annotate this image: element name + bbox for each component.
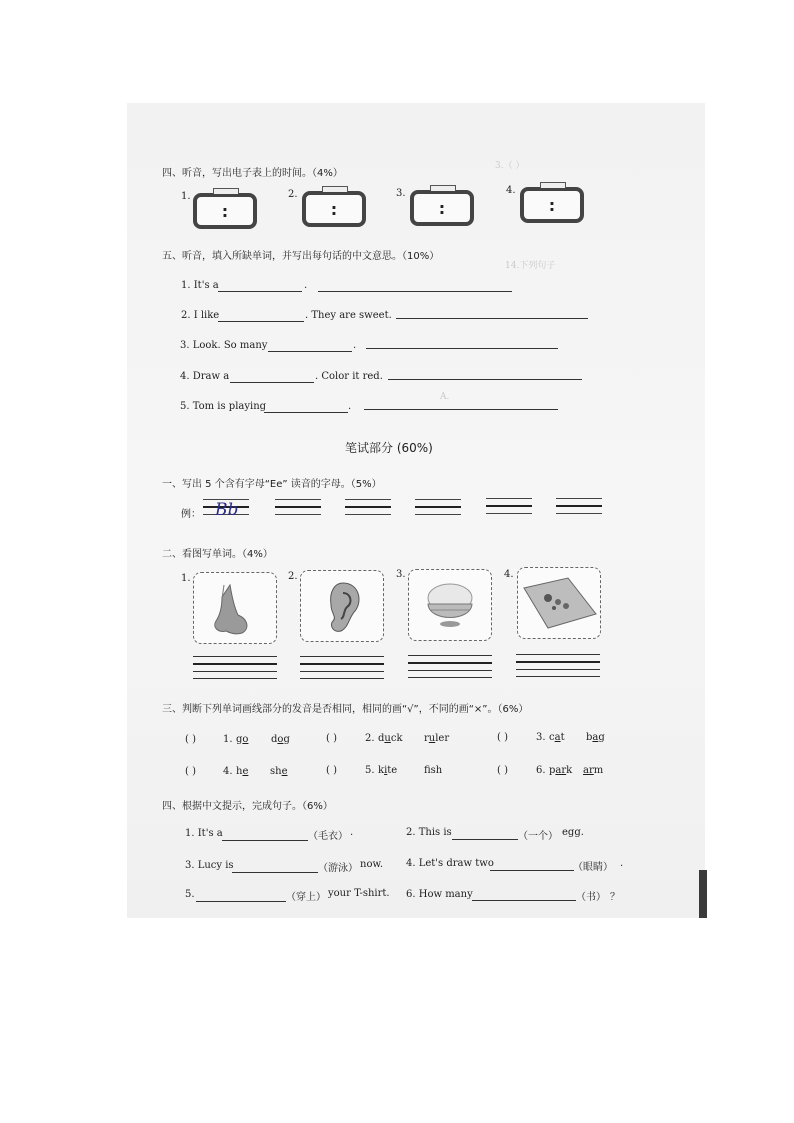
answer-blank[interactable] bbox=[196, 901, 286, 902]
item-number: 3. bbox=[536, 732, 546, 743]
clock-colon: : bbox=[221, 202, 229, 221]
sentence-5-start: 5. bbox=[185, 889, 195, 900]
clock-colon: : bbox=[548, 196, 556, 215]
answer-blank[interactable] bbox=[490, 870, 574, 871]
sentence-6-start: 6. How many bbox=[406, 889, 473, 900]
word-he: he bbox=[236, 766, 249, 777]
digital-clock-2[interactable] bbox=[302, 191, 366, 227]
answer-blank[interactable] bbox=[230, 382, 314, 383]
clock-colon: : bbox=[438, 199, 446, 218]
digital-clock-3[interactable] bbox=[410, 190, 474, 226]
listen-sentence-5-start: 5. Tom is playing bbox=[180, 401, 267, 412]
word-ruler: ruler bbox=[424, 733, 450, 744]
word-she: she bbox=[270, 766, 288, 777]
listen-sentence-1-end: . bbox=[304, 280, 308, 291]
writing-lines-2[interactable] bbox=[345, 499, 391, 521]
writing-lines-1[interactable] bbox=[275, 499, 321, 521]
sentence-3-end: now. bbox=[360, 859, 384, 870]
nose-icon bbox=[194, 573, 276, 643]
answer-blank[interactable] bbox=[232, 872, 318, 873]
translation-blank[interactable] bbox=[318, 291, 512, 292]
sentence-2-hint: （一个） bbox=[518, 831, 558, 842]
word-park: park bbox=[549, 765, 573, 776]
sentence-1-hint: （毛衣） bbox=[308, 831, 348, 842]
word-cat: cat bbox=[549, 732, 565, 743]
sentence-6-hint: （书） bbox=[576, 892, 606, 903]
example-handwriting: Bb bbox=[215, 500, 239, 520]
ear-icon bbox=[301, 571, 383, 641]
listen-sentence-4-end: . Color it red. bbox=[315, 371, 383, 382]
translation-blank[interactable] bbox=[364, 409, 558, 410]
listen-sentence-2-start: 2. I like bbox=[181, 310, 220, 321]
w2-title: 二、看图写单词。（4%） bbox=[162, 549, 273, 560]
word-dog: dog bbox=[271, 734, 290, 745]
word-kite: kite bbox=[378, 765, 398, 776]
sentence-4-hint: （眼睛） bbox=[573, 862, 613, 873]
sentence-1-start: 1. It's a bbox=[185, 828, 223, 839]
clock-colon: : bbox=[330, 200, 338, 219]
sentence-5-hint: （穿上） bbox=[286, 892, 326, 903]
answer-blank[interactable] bbox=[268, 351, 352, 352]
answer-blank[interactable] bbox=[472, 900, 576, 901]
word-bag: bag bbox=[586, 732, 605, 743]
answer-blank[interactable] bbox=[218, 291, 302, 292]
translation-blank[interactable] bbox=[366, 348, 558, 349]
sentence-4-end: . bbox=[620, 858, 624, 869]
section5-title: 五、听音，填入所缺单词，并写出每句话的中文意思。（10%） bbox=[162, 251, 440, 262]
sentence-3-start: 3. Lucy is bbox=[185, 860, 234, 871]
picture-number-4: 4. bbox=[504, 569, 514, 580]
rice-bowl-icon bbox=[409, 570, 491, 640]
sentence-6-end: ？ bbox=[610, 892, 620, 903]
picture-number-2: 2. bbox=[288, 571, 298, 582]
word-lines-1[interactable] bbox=[193, 656, 277, 685]
item-number: 2. bbox=[365, 733, 375, 744]
answer-blank[interactable] bbox=[218, 321, 304, 322]
word-lines-4[interactable] bbox=[516, 654, 600, 683]
clock-number-2: 2. bbox=[288, 189, 298, 200]
answer-parentheses[interactable]: ( ) bbox=[185, 734, 196, 745]
example-label: 例： bbox=[181, 509, 201, 520]
scan-edge-shadow bbox=[699, 870, 707, 918]
answer-parentheses[interactable]: ( ) bbox=[185, 766, 196, 777]
picture-number-1: 1. bbox=[181, 573, 191, 584]
word-duck: duck bbox=[378, 733, 403, 744]
translation-blank[interactable] bbox=[396, 318, 588, 319]
sentence-1-end: . bbox=[350, 827, 354, 838]
nose-picture bbox=[193, 572, 277, 644]
section4-title: 四、听音，写出电子表上的时间。（4%） bbox=[162, 168, 343, 179]
translation-blank[interactable] bbox=[388, 379, 582, 380]
answer-blank[interactable] bbox=[264, 412, 348, 413]
item-number: 5. bbox=[365, 765, 375, 776]
map-icon bbox=[518, 568, 600, 638]
digital-clock-1[interactable] bbox=[193, 193, 257, 229]
word-lines-3[interactable] bbox=[408, 655, 492, 684]
listen-sentence-2-end: . They are sweet. bbox=[305, 310, 392, 321]
ear-picture bbox=[300, 570, 384, 642]
picture-number-3: 3. bbox=[396, 569, 406, 580]
answer-parentheses[interactable]: ( ) bbox=[326, 765, 337, 776]
listen-sentence-4-start: 4. Draw a bbox=[180, 371, 230, 382]
sentence-3-hint: （游泳） bbox=[318, 863, 358, 874]
w3-title: 三、判断下列单词画线部分的发音是否相同，相同的画“√”，不同的画“×”。（6%） bbox=[162, 704, 529, 715]
clock-number-1: 1. bbox=[181, 191, 191, 202]
w4-title: 四、根据中文提示，完成句子。（6%） bbox=[162, 801, 333, 812]
map-picture bbox=[517, 567, 601, 639]
listen-sentence-1-start: 1. It's a bbox=[181, 280, 219, 291]
item-number: 4. bbox=[223, 766, 233, 777]
digital-clock-4[interactable] bbox=[520, 187, 584, 223]
answer-parentheses[interactable]: ( ) bbox=[497, 765, 508, 776]
listen-sentence-3-end: . bbox=[353, 340, 357, 351]
sentence-5-end: your T-shirt. bbox=[328, 888, 390, 899]
answer-parentheses[interactable]: ( ) bbox=[497, 732, 508, 743]
answer-parentheses[interactable]: ( ) bbox=[326, 733, 337, 744]
writing-lines-3[interactable] bbox=[415, 499, 461, 521]
item-number: 1. bbox=[223, 734, 233, 745]
written-part-title: 笔试部分 (60%) bbox=[345, 441, 433, 455]
clock-number-3: 3. bbox=[396, 188, 406, 199]
clock-number-4: 4. bbox=[506, 185, 516, 196]
word-lines-2[interactable] bbox=[300, 656, 384, 685]
word-arm: arm bbox=[583, 765, 604, 776]
answer-blank[interactable] bbox=[222, 840, 308, 841]
listen-sentence-3-start: 3. Look. So many bbox=[180, 340, 268, 351]
word-fish: fsh bbox=[424, 765, 443, 776]
sentence-2-end: egg. bbox=[562, 827, 584, 838]
listen-sentence-5-end: . bbox=[348, 401, 352, 412]
rice-bowl-picture bbox=[408, 569, 492, 641]
answer-blank[interactable] bbox=[452, 839, 518, 840]
sentence-4-start: 4. Let's draw two bbox=[406, 858, 494, 869]
word-go: go bbox=[236, 734, 249, 745]
writing-lines-5[interactable] bbox=[556, 498, 602, 520]
sentence-2-start: 2. This is bbox=[406, 827, 452, 838]
writing-lines-4[interactable] bbox=[486, 498, 532, 520]
w1-title: 一、写出 5 个含有字母“Ee” 读音的字母。（5%） bbox=[162, 479, 382, 490]
item-number: 6. bbox=[536, 765, 546, 776]
